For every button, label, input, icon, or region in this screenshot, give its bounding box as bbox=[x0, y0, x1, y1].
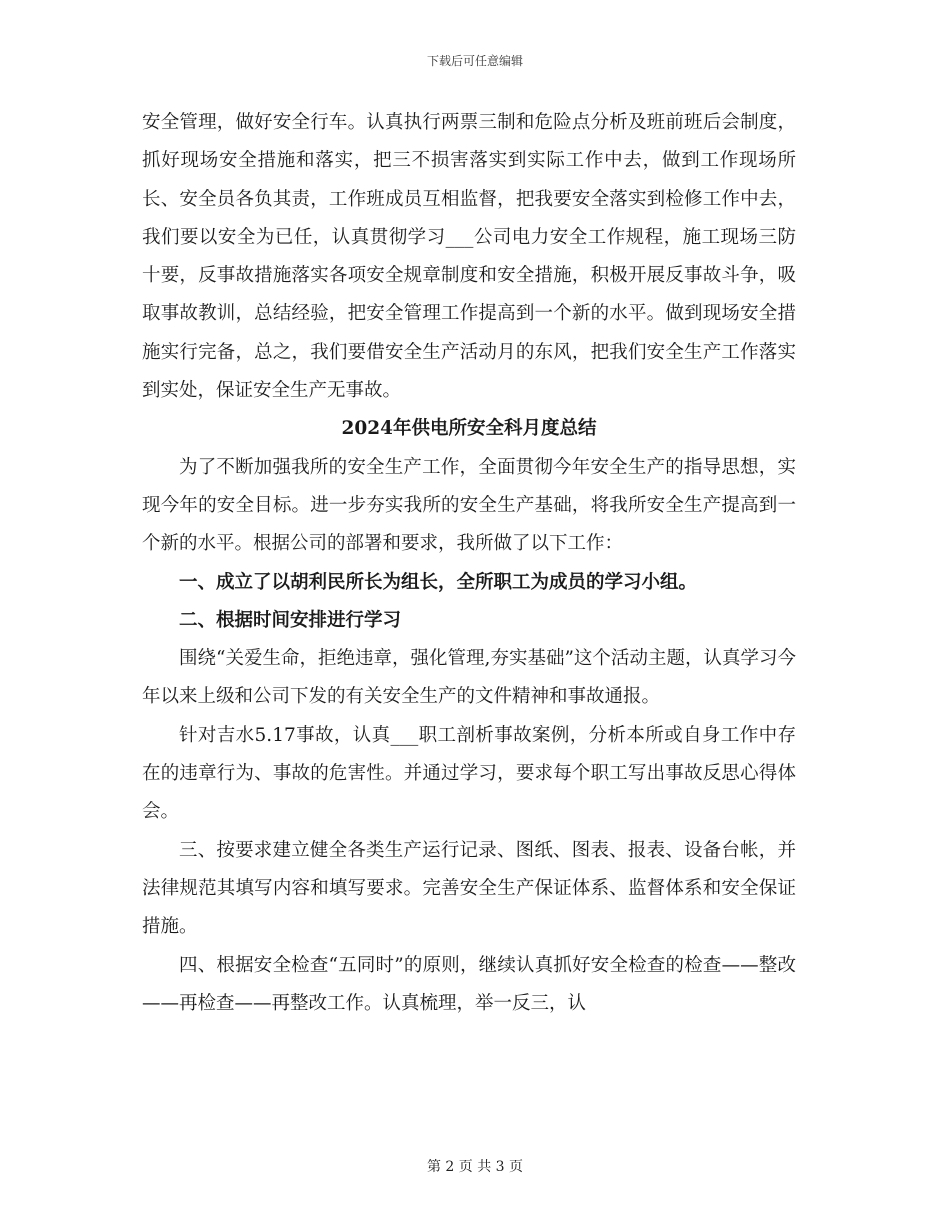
paragraph-records: 三、按要求建立健全各类生产运行记录、图纸、图表、报表、设备台帐，并法律规范其填写内容和填写要求。完善安全生产保证体系、监督体系和安全保证措施。 bbox=[142, 839, 796, 938]
intro-paragraph: 安全管理，做好安全行车。认真执行两票三制和危险点分析及班前班后会制度，抓好现场安全措施和落实，把三不损害落实到实际工作中去，做到工作现场所长、安全员各负其责，工作班成员互相监督，把我要安全落实到检修工作中去，我们要以安全为已任，认真贯彻学习___公司电力安全工作规程，施工现场三防十要，反事故措施落实各项安全规章制度和安全措施，积极开展反事故斗争，吸取事故教训，总结经验，把安全管理工作提高到一个新的水平。做到现场安全措施实行完备，总之，我们要借安全生产活动月的东风，把我们安全生产工作落实到实处，保证安全生产无事故。 bbox=[142, 112, 796, 402]
paragraph-study-theme: 围绕“关爱生命，拒绝违章，强化管理,夯实基础”这个活动主题，认真学习今年以来上级和公司下发的有关安全生产的文件精神和事故通报。 bbox=[142, 648, 796, 708]
page-header: 下载后可任意编辑 bbox=[426, 54, 523, 68]
page-footer: 第 2 页 共 3 页 bbox=[426, 1159, 524, 1175]
document-title: 2024年供电所安全科月度总结 bbox=[341, 418, 597, 440]
paragraph-opening: 为了不断加强我所的安全生产工作，全面贯彻今年安全生产的指导思想，实现今年的安全目标。进一步夯实我所的安全生产基础，将我所安全生产提高到一个新的水平。根据公司的部署和要求，我所做了以下工作： bbox=[142, 456, 796, 555]
section-heading-1: 一、成立了以胡利民所长为组长，全所职工为成员的学习小组。 bbox=[179, 571, 698, 593]
paragraph-accident-analysis: 针对吉水5.17事故，认真___职工剖析事故案例，分析本所或自身工作中存在的违章行为、事故的危害性。并通过学习，要求每个职工写出事故反思心得体会。 bbox=[142, 724, 796, 823]
document-body bbox=[142, 104, 796, 1023]
section-heading-2: 二、根据时间安排进行学习 bbox=[179, 609, 402, 631]
paragraph-inspection: 四、根据安全检查“五同时”的原则，继续认真抓好安全检查的检查——整改——再检查——再整改工作。认真梳理，举一反三，认 bbox=[142, 954, 796, 1014]
